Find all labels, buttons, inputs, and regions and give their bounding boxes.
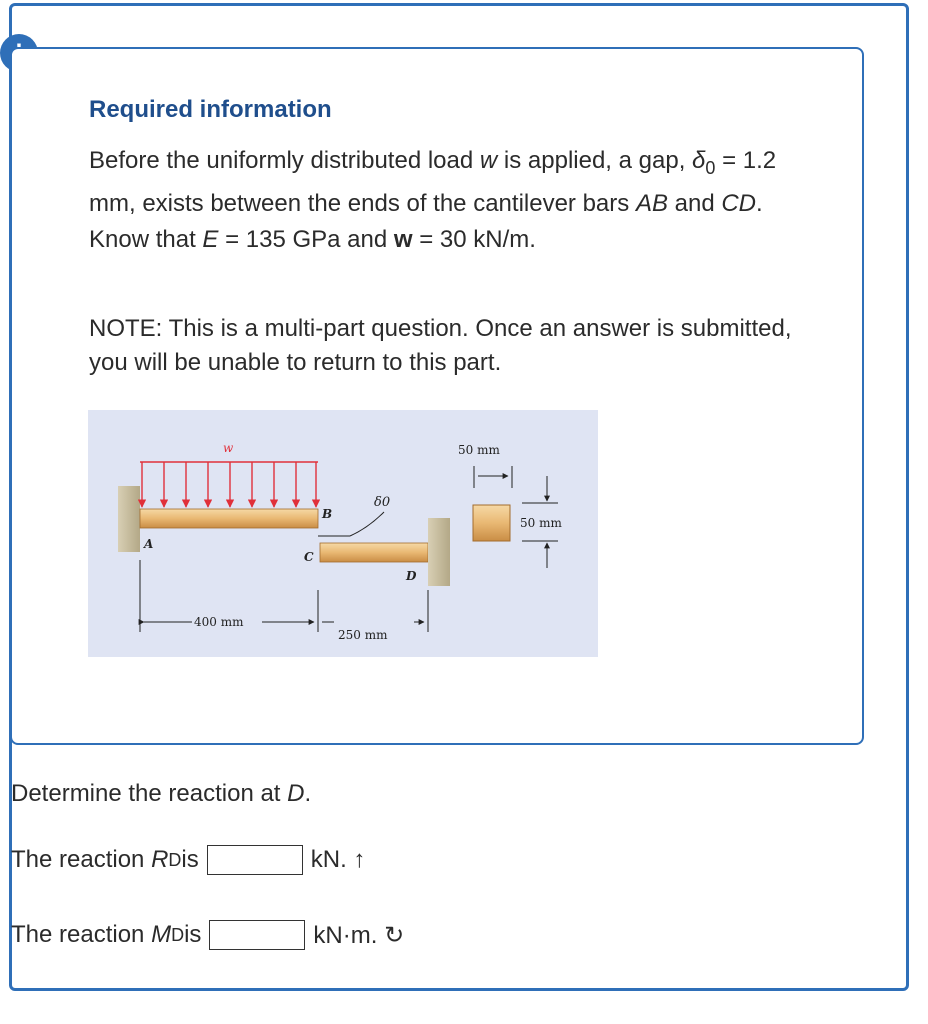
section-width-label: 50 mm [458, 443, 500, 457]
rd-is: is [181, 846, 199, 873]
md-unit: kN·m. ↻ [313, 921, 405, 949]
label-b: B [322, 507, 333, 521]
question-prompt: Determine the reaction at D. [11, 780, 312, 807]
problem-statement: Before the uniformly distributed load w is applied, a gap, $\delta_0 = 1.2$ mm, exists between the ends of the cantilever bars AB and CD. Know that E = 135 GPa and w = 30 kN/m. [89, 147, 777, 253]
bar-ab [140, 509, 318, 528]
rd-prefix: The reaction [11, 846, 145, 873]
beam-figure [88, 410, 598, 657]
md-answer-input[interactable] [209, 920, 305, 950]
figure-background [88, 410, 598, 657]
rd-unit: kN. ↑ [310, 846, 366, 873]
md-symbol: M [151, 921, 172, 948]
multipart-note: NOTE: This is a multi-part question. Once an answer is submitted, you will be unable to return to this part. [89, 315, 792, 376]
w-label: w [223, 441, 234, 455]
dim-400: 400 mm [194, 615, 244, 629]
rd-answer-input[interactable] [207, 845, 303, 875]
reaction-md-row [11, 920, 404, 950]
label-a: A [144, 537, 154, 551]
rd-sub: D [168, 849, 182, 870]
required-information-title: Required information [89, 96, 332, 123]
md-prefix: The reaction [11, 921, 145, 948]
label-c: C [304, 550, 314, 564]
wall-right [428, 518, 450, 586]
delta-label: δ0 [374, 495, 391, 510]
rd-symbol: R [151, 846, 169, 873]
reaction-rd-row [11, 845, 365, 875]
md-sub: D [171, 924, 185, 945]
label-d: D [406, 569, 417, 583]
dim-250: 250 mm [338, 628, 388, 642]
bar-cd [320, 543, 428, 562]
cross-section [473, 505, 510, 541]
wall-left [118, 486, 140, 552]
md-is: is [184, 921, 202, 948]
section-height-label: 50 mm [520, 516, 562, 530]
